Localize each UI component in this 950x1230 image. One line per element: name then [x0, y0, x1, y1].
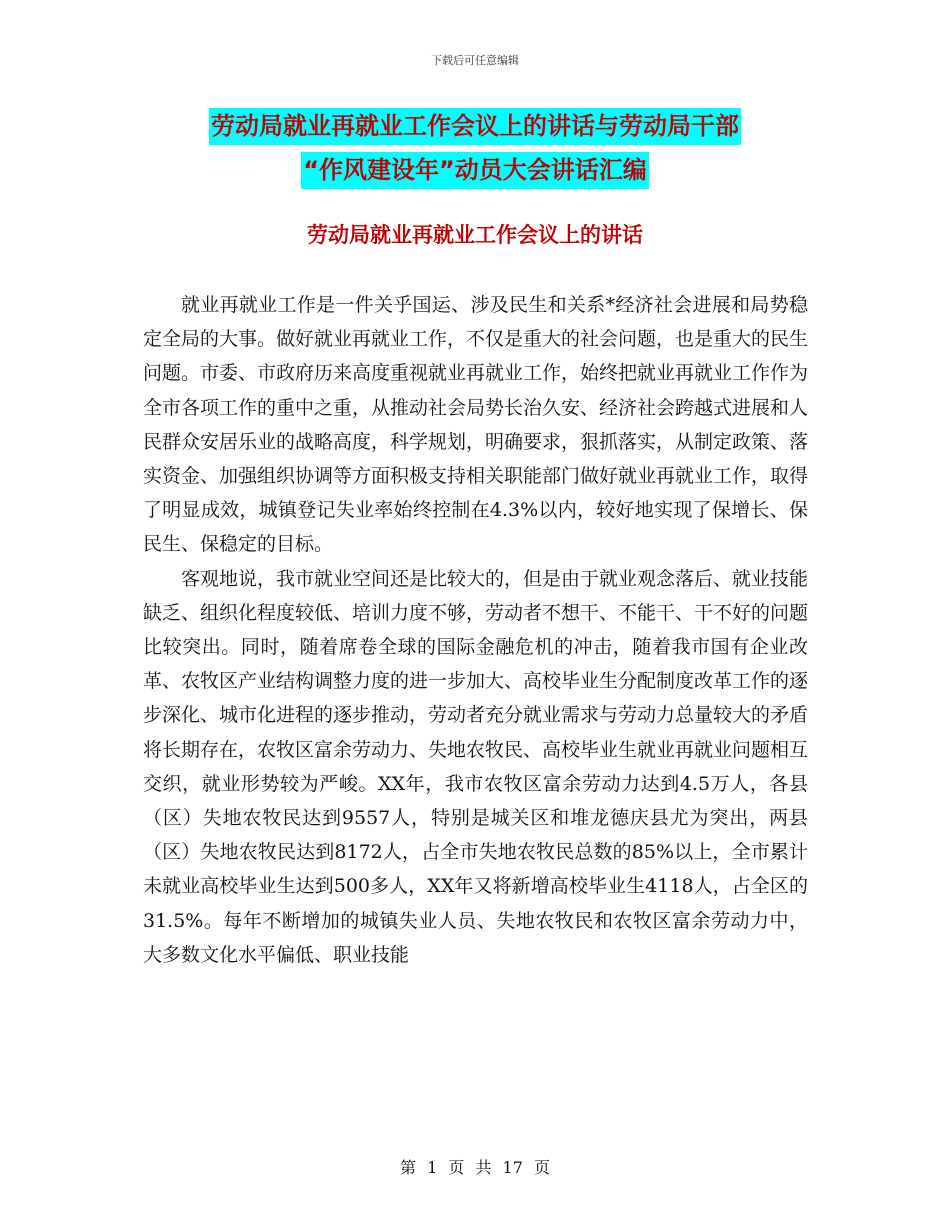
header-note: 下载后可任意编辑	[431, 54, 519, 67]
body-text	[143, 288, 808, 972]
document-title-line-2: “作风建设年”动员大会讲话汇编	[301, 152, 649, 189]
document-title-line-1: 劳动局就业再就业工作会议上的讲话与劳动局干部	[209, 108, 741, 145]
section-title: 劳动局就业再就业工作会议上的讲话	[307, 223, 643, 247]
document-title	[0, 108, 950, 189]
page-number-footer: 第 1 页 共 17 页	[400, 1158, 550, 1177]
paragraph: 客观地说，我市就业空间还是比较大的，但是由于就业观念落后、就业技能缺乏、组织化程度较低、培训力度不够，劳动者不想干、不能干、干不好的问题比较突出。同时，随着席卷全球的国际金融危机的冲击，随着我市国有企业改革、农牧区产业结构调整力度的进一步加大、高校毕业生分配制度改革工作的逐步深化、城市化进程的逐步推动，劳动者充分就业需求与劳动力总量较大的矛盾将长期存在，农牧区富余劳动力、失地农牧民、高校毕业生就业再就业问题相互交织，就业形势较为严峻。XX年，我市农牧区富余劳动力达到4.5万人，各县（区）失地农牧民达到9557人，特别是城关区和堆龙德庆县尤为突出，两县（区）失地农牧民达到8172人，占全市失地农牧民总数的85%以上，全市累计未就业高校毕业生达到500多人，XX年又将新增高校毕业生4118人，占全区的31.5%。每年不断增加的城镇失业人员、失地农牧民和农牧区富余劳动力中，大多数文化水平偏低、职业技能	[143, 567, 809, 966]
paragraph: 就业再就业工作是一件关乎国运、涉及民生和关系*经济社会进展和局势稳定全局的大事。做好就业再就业工作，不仅是重大的社会问题，也是重大的民生问题。市委、市政府历来高度重视就业再就业工作，始终把就业再就业工作作为全市各项工作的重中之重，从推动社会局势长治久安、经济社会跨越式进展和人民群众安居乐业的战略高度，科学规划，明确要求，狠抓落实，从制定政策、落实资金、加强组织协调等方面积极支持相关职能部门做好就业再就业工作，取得了明显成效，城镇登记失业率始终控制在4.3%以内，较好地实现了保增长、保民生、保稳定的目标。	[143, 294, 809, 556]
